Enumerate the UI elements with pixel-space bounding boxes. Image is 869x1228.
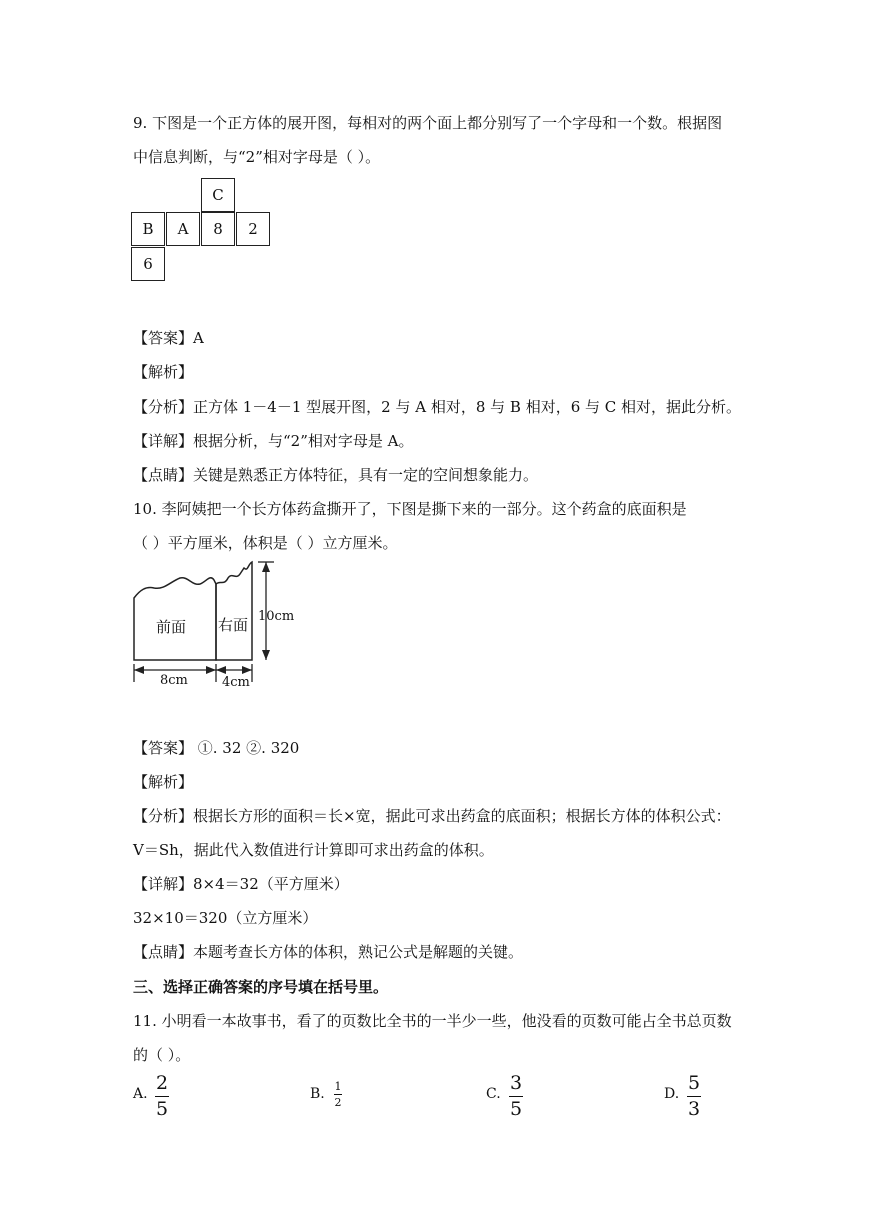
q9-stem-line2: 中信息判断，与“2”相对字母是（ ）。	[133, 148, 381, 166]
right-face-label: 右面	[218, 616, 249, 634]
net-cell-2: 2	[236, 212, 270, 246]
option-a-denominator: 5	[155, 1098, 169, 1120]
option-d-numerator: 5	[687, 1072, 701, 1094]
option-a-numerator: 2	[155, 1072, 169, 1094]
option-d-fraction	[687, 1074, 701, 1119]
option-a-fraction	[155, 1074, 169, 1119]
net-cell-8: 8	[201, 212, 235, 246]
q10-stem-line2: （ ）平方厘米，体积是（ ）立方厘米。	[133, 534, 398, 552]
option-b-denominator: 2	[334, 1096, 342, 1109]
net-cell-a: A	[166, 212, 200, 246]
q10-fenxi-line2: V＝Sh，据此代入数值进行计算即可求出药盒的体积。	[133, 841, 494, 859]
option-a-label: A.	[133, 1086, 148, 1102]
q10-stem-line1: 10. 李阿姨把一个长方体药盒撕开了，下图是撕下来的一部分。这个药盒的底面积是	[133, 500, 687, 518]
section-3-title: 三、选择正确答案的序号填在括号里。	[133, 978, 389, 996]
option-c-numerator: 3	[509, 1072, 523, 1094]
q11-stem-line1: 11. 小明看一本故事书，看了的页数比全书的一半少一些，他没看的页数可能占全书总页数	[133, 1012, 732, 1030]
net-cell-c: C	[201, 178, 235, 212]
q9-xiangjie: 【详解】根据分析，与“2”相对字母是 A。	[133, 432, 414, 450]
net-cell-6: 6	[131, 247, 165, 281]
option-c-label: C.	[486, 1086, 501, 1102]
width2-label: 4cm	[222, 675, 250, 690]
option-d-label: D.	[664, 1086, 680, 1102]
q9-stem-line1: 9. 下图是一个正方体的展开图，每相对的两个面上都分别写了一个字母和一个数。根据图	[133, 114, 723, 132]
q11-stem-line2: 的（ ）。	[133, 1046, 191, 1064]
option-d-denominator: 3	[687, 1098, 701, 1120]
option-c-denominator: 5	[509, 1098, 523, 1120]
net-cell-b: B	[131, 212, 165, 246]
q10-fenxi-line1: 【分析】根据长方形的面积＝长×宽，据此可求出药盒的底面积；根据长方体的体积公式：	[133, 807, 731, 825]
q10-answer: 【答案】 ①. 32 ②. 320	[133, 739, 300, 757]
width1-label: 8cm	[160, 673, 188, 688]
q10-jiexi: 【解析】	[133, 773, 194, 791]
q9-jiexi: 【解析】	[133, 363, 194, 381]
q9-answer: 【答案】A	[133, 329, 204, 347]
q10-xiangjie-line1: 【详解】8×4＝32（平方厘米）	[133, 875, 349, 893]
torn-box-figure	[130, 560, 310, 690]
q10-dianjing: 【点睛】本题考查长方体的体积，熟记公式是解题的关键。	[133, 943, 524, 961]
q9-dianjing: 【点睛】关键是熟悉正方体特征，具有一定的空间想象能力。	[133, 466, 539, 484]
q10-xiangjie-line2: 32×10＝320（立方厘米）	[133, 909, 318, 927]
option-b-fraction	[334, 1081, 342, 1108]
front-face-label: 前面	[156, 618, 187, 636]
cube-net-figure	[131, 178, 271, 284]
option-b-numerator: 1	[334, 1080, 342, 1093]
option-b-label: B.	[310, 1086, 325, 1102]
q9-fenxi: 【分析】正方体 1－4－1 型展开图，2 与 A 相对，8 与 B 相对，6 与 C 相对，据此分析。	[133, 398, 742, 416]
option-c-fraction	[509, 1074, 523, 1119]
height-label: 10cm	[258, 609, 295, 624]
